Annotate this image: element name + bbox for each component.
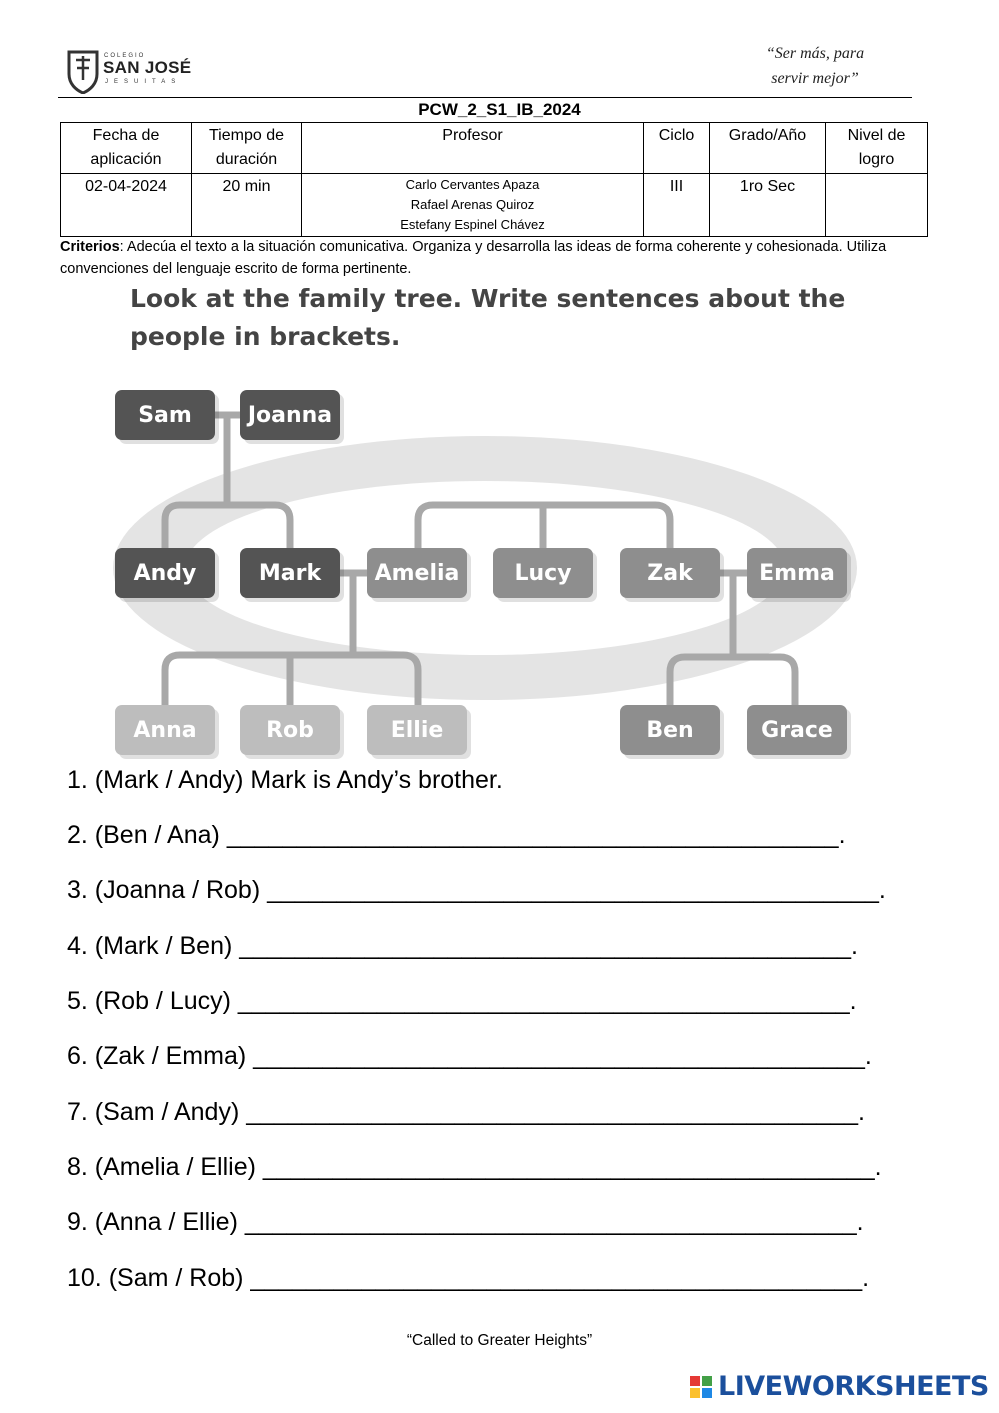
header-profesor: Profesor — [302, 123, 644, 174]
question-2[interactable]: 2. (Ben / Ana) ____________________________________________. — [67, 821, 846, 849]
question-4[interactable]: 4. (Mark / Ben) ____________________________________________. — [67, 932, 858, 960]
header-grado: Grado/Año — [710, 123, 826, 174]
node-zak: Zak — [620, 548, 720, 598]
question-1: 1. (Mark / Andy) Mark is Andy’s brother. — [67, 766, 503, 794]
logo-small-text: COLEGIO — [104, 53, 146, 59]
node-rob: Rob — [240, 705, 340, 755]
shield-icon — [66, 48, 100, 94]
liveworksheets-icon — [690, 1376, 714, 1400]
header-tiempo: Tiempo de duración — [192, 123, 302, 174]
header-nivel: Nivel de logro — [826, 123, 928, 174]
criteria-text: : Adecúa el texto a la situación comunicativa. Organiza y desarrolla las ideas de forma coherente y cohesionada. Utiliza convenciones del lenguaje escrito de forma pertinente. — [60, 239, 887, 277]
footer-motto: “Called to Greater Heights” — [406, 1332, 593, 1349]
question-3[interactable]: 3. (Joanna / Rob) ____________________________________________. — [67, 876, 886, 904]
header-ciclo: Ciclo — [644, 123, 710, 174]
node-sam: Sam — [115, 390, 215, 440]
node-lucy: Lucy — [493, 548, 593, 598]
logo-sub-text: JESUITAS — [105, 79, 182, 85]
cell-fecha: 02-04-2024 — [61, 174, 192, 237]
cell-ciclo: III — [644, 174, 710, 237]
node-anna: Anna — [115, 705, 215, 755]
question-8[interactable]: 8. (Amelia / Ellie) ____________________________________________. — [67, 1153, 882, 1181]
question-10[interactable]: 10. (Sam / Rob) ____________________________________________. — [67, 1264, 870, 1292]
motto-line-1: “Ser más, para — [765, 45, 865, 62]
profesor-1: Carlo Cervantes Apaza — [405, 177, 540, 192]
cell-nivel[interactable] — [826, 174, 928, 237]
logo-name: SAN JOSÉ — [103, 58, 192, 77]
profesor-3: Estefany Espinel Chávez — [400, 217, 545, 232]
cell-tiempo: 20 min — [192, 174, 302, 237]
node-ellie: Ellie — [367, 705, 467, 755]
node-emma: Emma — [747, 548, 847, 598]
motto — [730, 41, 900, 91]
question-6[interactable]: 6. (Zak / Emma) ____________________________________________. — [67, 1042, 872, 1070]
node-amelia: Amelia — [367, 548, 467, 598]
liveworksheets-text: LIVEWORKSHEETS — [718, 1371, 989, 1402]
cell-grado: 1ro Sec — [710, 174, 826, 237]
info-table-header — [61, 123, 928, 174]
info-table — [60, 122, 928, 237]
cell-profesores — [302, 174, 644, 237]
node-ben: Ben — [620, 705, 720, 755]
question-5[interactable]: 5. (Rob / Lucy) ____________________________________________. — [67, 987, 857, 1015]
instruction: Look at the family tree. Write sentences about the people in brackets. — [130, 284, 846, 351]
liveworksheets-watermark — [690, 1370, 990, 1406]
document-code: PCW_2_S1_IB_2024 — [418, 100, 581, 119]
node-andy: Andy — [115, 548, 215, 598]
family-tree — [90, 355, 890, 765]
motto-line-2: servir mejor” — [771, 70, 859, 87]
criteria — [60, 236, 940, 280]
info-table-row — [61, 174, 928, 237]
profesor-2: Rafael Arenas Quiroz — [410, 197, 535, 212]
header-divider — [58, 97, 912, 98]
node-joanna: Joanna — [240, 390, 340, 440]
question-9[interactable]: 9. (Anna / Ellie) ____________________________________________. — [67, 1208, 864, 1236]
node-grace: Grace — [747, 705, 847, 755]
header-fecha: Fecha de aplicación — [61, 123, 192, 174]
question-7[interactable]: 7. (Sam / Andy) ____________________________________________. — [67, 1098, 865, 1126]
school-logo — [66, 48, 201, 96]
node-mark: Mark — [240, 548, 340, 598]
criteria-label: Criterios — [60, 239, 120, 255]
